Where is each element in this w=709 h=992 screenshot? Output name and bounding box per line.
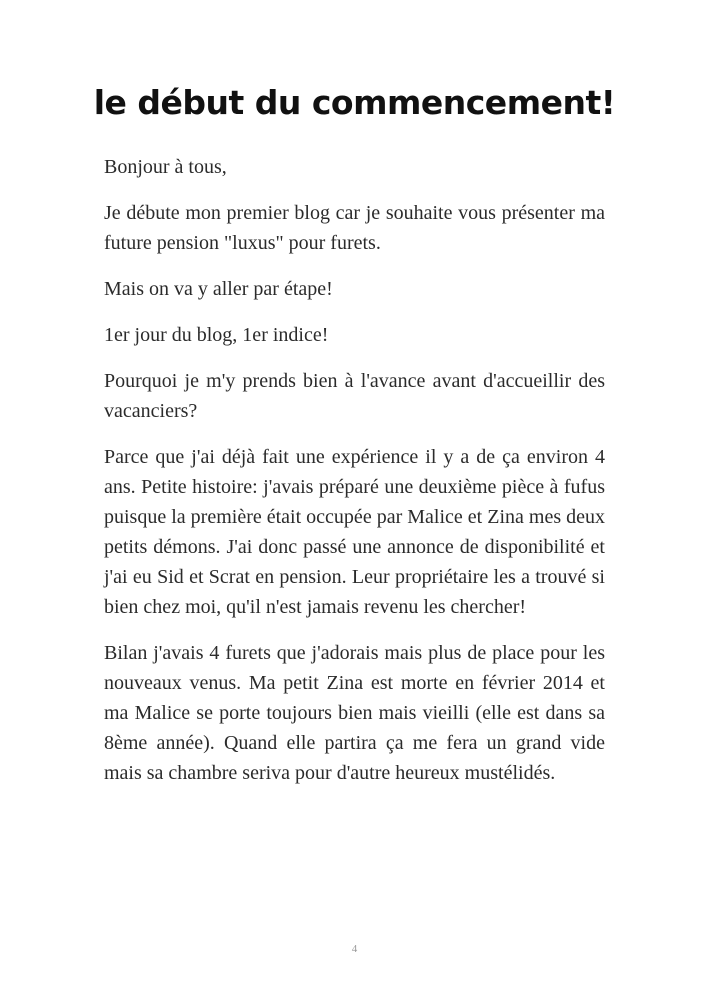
paragraph-summary: Bilan j'avais 4 furets que j'adorais mais plus de place pour les nouveaux venus. Ma petit Zina est morte en février 2014 et ma Malice se porte toujours bien mais vieilli (elle est dans sa 8ème année). Quand elle partira ça me fera un grand vide mais sa chambre seriva pour d'autre heureux mustélidés. <box>104 642 605 784</box>
page-number: 4 <box>351 943 358 955</box>
paragraph-question: Pourquoi je m'y prends bien à l'avance avant d'accueillir des vacanciers? <box>104 370 605 422</box>
paragraph-intro: Je débute mon premier blog car je souhaite vous présenter ma future pension "luxus" pour furets. <box>104 202 605 254</box>
document-body <box>104 152 605 804</box>
document-title: le début du commencement! <box>93 83 616 122</box>
paragraph-story: Parce que j'ai déjà fait une expérience il y a de ça environ 4 ans. Petite histoire: j'avais préparé une deuxième pièce à fufus puisque la première était occupée par Malice et Zina mes deux petits démons. J'ai donc passé une annonce de disponibilité et j'ai eu Sid et Scrat en pension. Leur propriétaire les a trouvé si bien chez moi, qu'il n'est jamais revenu les chercher! <box>104 446 605 618</box>
paragraph-greeting: Bonjour à tous, <box>104 156 227 178</box>
paragraph-step: Mais on va y aller par étape! <box>104 278 333 300</box>
paragraph-first-clue: 1er jour du blog, 1er indice! <box>104 324 329 346</box>
